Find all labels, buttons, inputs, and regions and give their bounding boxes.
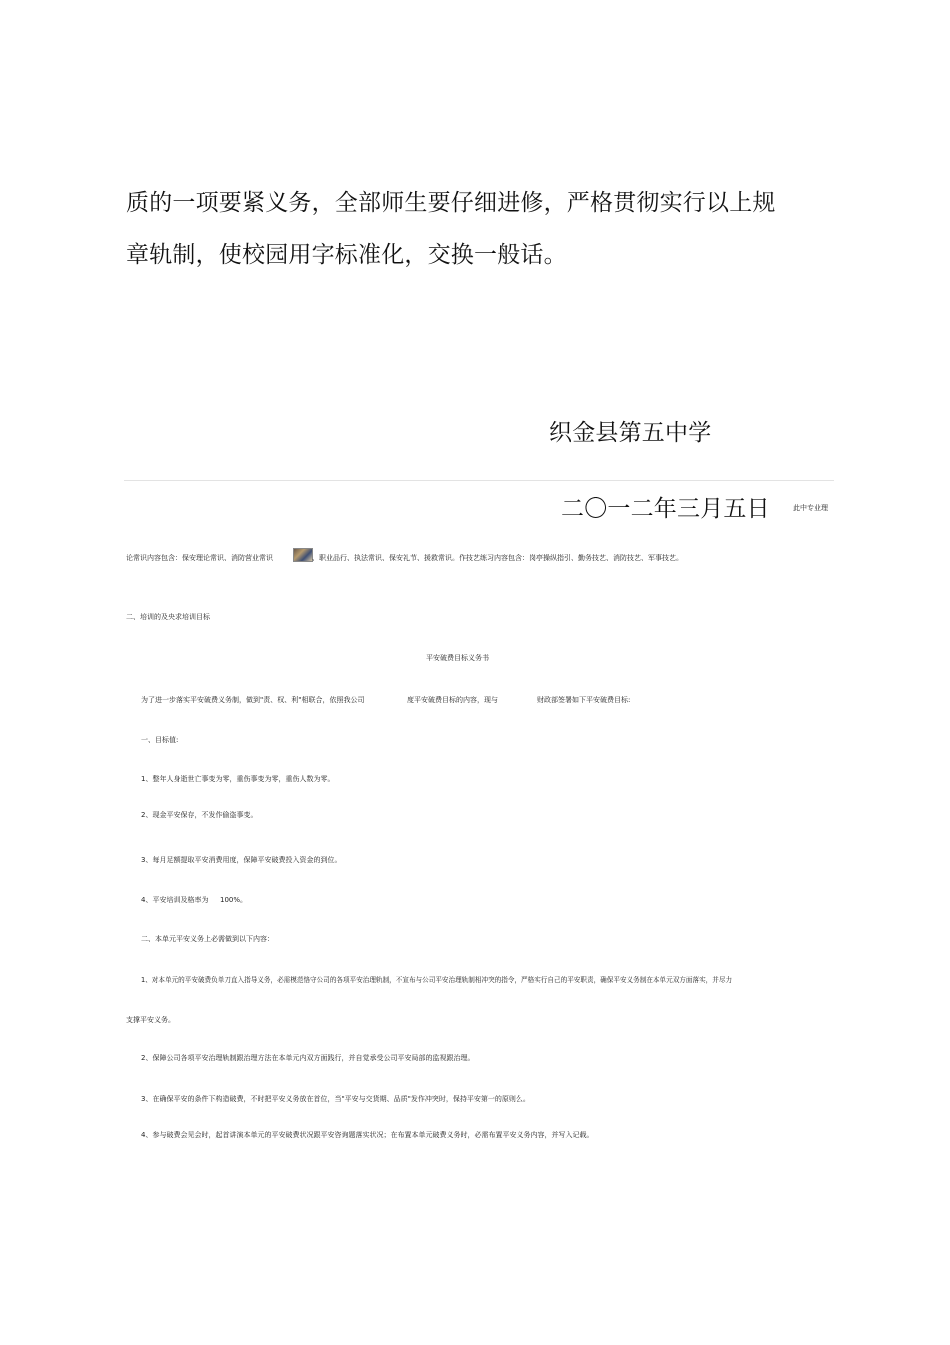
duty-item-3: 3、在确保平安的条件下构造破费，不时把平安义务放在首位，当"平安与交货期、品质"发作冲突时，保持平安第一的原则么。 bbox=[141, 1095, 530, 1103]
theory-line-part2: 、职业品行、执法常识、保安礼节、援救常识。作技艺练习内容包含：岗亭操纵指引、勤务技艺、消防技艺、军事技艺。 bbox=[312, 554, 683, 562]
intro-part1: 为了进一步落实平安破费义务制，做到"责、权、利"相联合，依照我公司 bbox=[141, 696, 365, 704]
duty-item-2: 2、保障公司各项平安治理轨制跟治理方法在本单元内双方面践行，并自觉承受公司平安局部的监视跟治理。 bbox=[141, 1054, 475, 1062]
duty-item-1-line2: 支撑平安义务。 bbox=[126, 1016, 175, 1024]
body-line-1: 质的一项要紧义务，全部师生要仔细进修，严格贯彻实行以上规 bbox=[126, 190, 776, 216]
target-item-4-value: 100%。 bbox=[220, 896, 248, 904]
target-item-1: 1、整年人身逝世亡事变为零，重伤事变为零，重伤人数为零。 bbox=[141, 775, 335, 783]
body-line-2: 章轨制，使校园用字标准化，交换一般话。 bbox=[126, 242, 567, 268]
side-note: 此中专业理 bbox=[793, 504, 828, 512]
section-heading: 二、培训的及央求培训目标 bbox=[126, 613, 210, 621]
duty-item-1-line1: 1、对本单元的平安破费负单刀直入指导义务，必需模范恪守公司的各项平安治理轨制，不宣布与公司平安治理轨制相冲突的指令，严格实行自己的平安职责，确保平安义务制在本单元双方面落实，并尽力 bbox=[141, 976, 733, 984]
intro-part2: 度平安破费目标的内容，现与 bbox=[407, 696, 498, 704]
duty-item-4: 4、参与破费会见会时，起首讲演本单元的平安破费状况跟平安咨询题落实状况；在布置本单元破费义务时，必需布置平安义务内容，并写入记载。 bbox=[141, 1131, 594, 1139]
school-name: 织金县第五中学 bbox=[549, 420, 712, 446]
intro-part3: 财政部签署如下平安破费目标: bbox=[537, 696, 631, 704]
signature-date: 二〇一二年三月五日 bbox=[561, 496, 770, 522]
document-title: 平安破费目标义务书 bbox=[426, 654, 489, 662]
target-item-3: 3、每月足额提取平安消费用度，保障平安破费投入资金的到位。 bbox=[141, 856, 342, 864]
theory-line-part1: 论常识内容包含：保安理论常识、消防营业常识 bbox=[126, 554, 273, 562]
divider bbox=[124, 480, 834, 481]
duty-heading: 二、本单元平安义务上必需做到以下内容： bbox=[141, 935, 274, 943]
inline-thumbnail-image bbox=[293, 548, 313, 562]
target-item-4-label: 4、平安培训及格率为 bbox=[141, 896, 209, 904]
target-item-2: 2、现金平安保存，不发作偷盗事变。 bbox=[141, 811, 258, 819]
target-heading: 一、目标值: bbox=[141, 736, 179, 744]
